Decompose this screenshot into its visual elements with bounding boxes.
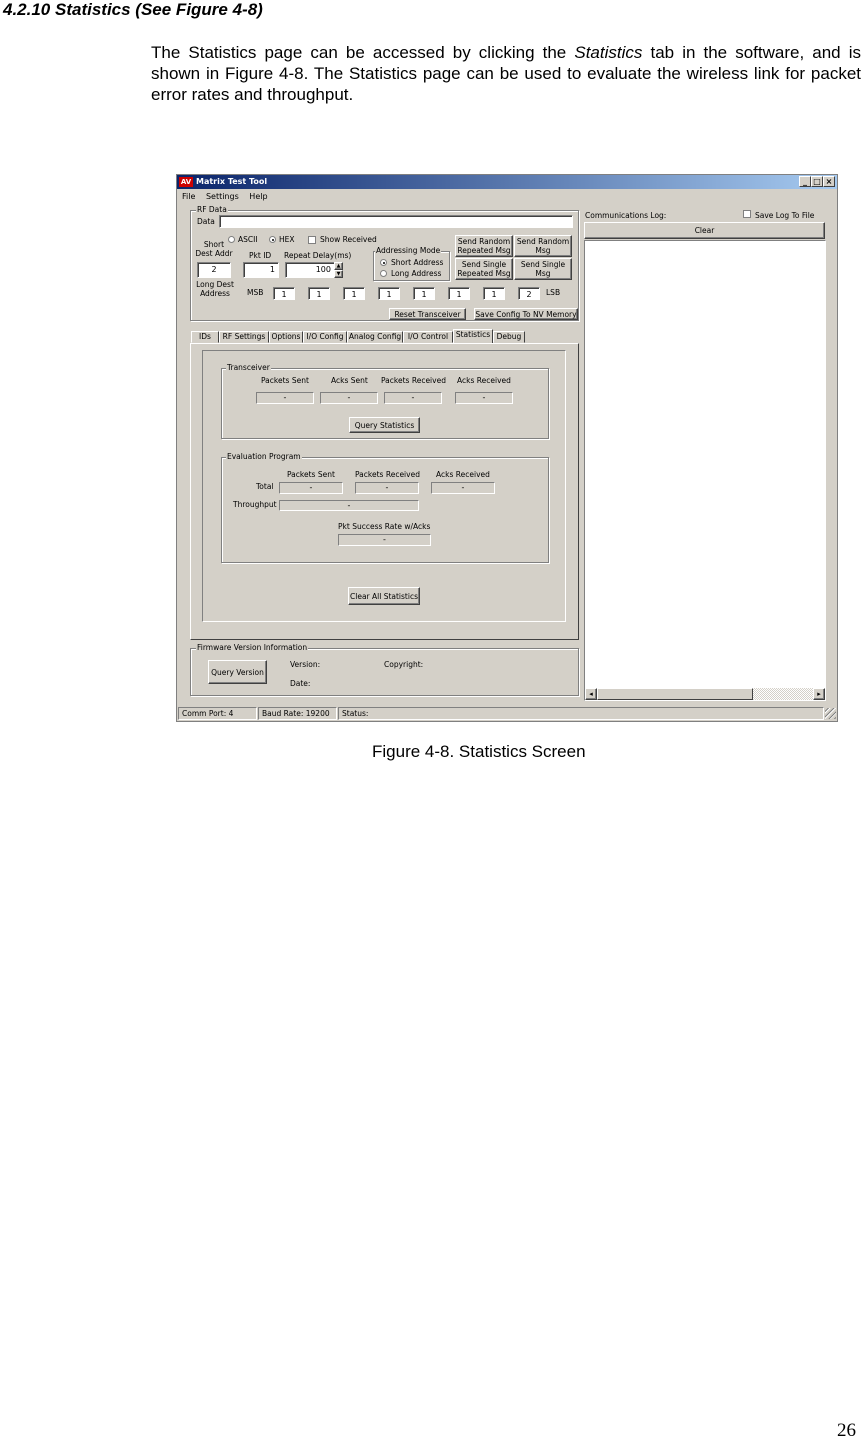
save-log-label: Save Log To File (755, 211, 815, 220)
show-received-label: Show Received (320, 235, 377, 244)
send-single-button[interactable]: Send Single Msg (514, 258, 572, 280)
tr-acks-received-header: Acks Received (457, 376, 511, 385)
menu-help[interactable]: Help (249, 192, 268, 201)
status-text: Status: (338, 707, 824, 720)
app-logo-icon: AV (180, 178, 192, 186)
clear-log-button[interactable]: Clear (584, 222, 825, 239)
repeat-delay-label: Repeat Delay(ms) (284, 251, 352, 260)
total-label: Total (256, 482, 274, 491)
tr-packets-sent-header: Packets Sent (261, 376, 309, 385)
comm-log-label: Communications Log: (585, 211, 667, 220)
minimize-button[interactable]: _ (799, 176, 811, 187)
throughput-value: - (279, 500, 419, 511)
section-paragraph (151, 42, 861, 105)
save-config-button[interactable]: Save Config To NV Memory (475, 309, 577, 319)
ev-packets-received-value: - (355, 482, 419, 494)
long-byte-5[interactable]: 1 (413, 287, 435, 300)
scroll-right-icon[interactable]: ▸ (813, 688, 825, 700)
repeat-delay-input[interactable]: 100 (285, 262, 335, 278)
send-single-repeated-button[interactable]: Send Single Repeated Msg (455, 258, 513, 280)
ev-packets-sent-value: - (279, 482, 343, 494)
status-baud-rate: Baud Rate: 19200 (258, 707, 337, 720)
clear-all-statistics-button[interactable]: Clear All Statistics (348, 587, 420, 605)
tab-debug[interactable]: Debug (493, 331, 525, 343)
version-label: Version: (290, 660, 321, 669)
tab-analog-config[interactable]: Analog Config (348, 332, 402, 341)
reset-transceiver-button[interactable]: Reset Transceiver (389, 308, 466, 320)
throughput-label: Throughput (233, 500, 277, 509)
lsb-label: LSB (546, 288, 561, 297)
save-log-checkbox[interactable] (743, 210, 751, 218)
window-title: Matrix Test Tool (196, 177, 268, 186)
paragraph-text-end: tab in the software, and is shown in Figure 4-8. The Statistics page can be used to evaluate the wireless link for packet error rates and throughput. (151, 43, 861, 104)
paragraph-text-start: The Statistics page can be accessed by clicking the (151, 43, 575, 62)
addressing-mode-label: Addressing Mode (376, 246, 441, 255)
tr-acks-received-value: - (455, 392, 513, 404)
evaluation-group-label: Evaluation Program (227, 452, 301, 461)
pkt-id-label: Pkt ID (249, 251, 272, 260)
tr-acks-sent-value: - (320, 392, 378, 404)
long-address-label: Long Address (391, 269, 442, 278)
scroll-thumb[interactable] (597, 688, 753, 700)
query-statistics-button[interactable]: Query Statistics (349, 417, 420, 433)
hex-radio[interactable] (269, 236, 276, 243)
short-dest-label: Short Dest Addr (195, 240, 233, 258)
ev-acks-received-value: - (431, 482, 495, 494)
long-byte-6[interactable]: 1 (448, 287, 470, 300)
close-button[interactable]: × (823, 176, 835, 187)
scroll-left-icon[interactable]: ◂ (585, 688, 597, 700)
maximize-button[interactable]: □ (811, 176, 823, 187)
hex-label: HEX (279, 235, 295, 244)
transceiver-group-label: Transceiver (227, 363, 270, 372)
tab-options[interactable]: Options (269, 331, 303, 343)
data-input[interactable] (219, 215, 573, 228)
tr-packets-received-value: - (384, 392, 442, 404)
send-random-repeated-button[interactable]: Send Random Repeated Msg (455, 235, 513, 257)
spin-down-button[interactable]: ▼ (334, 270, 343, 278)
menu-bar (182, 192, 276, 201)
ev-packets-sent-header: Packets Sent (287, 470, 335, 479)
spin-up-button[interactable]: ▲ (334, 262, 343, 270)
send-random-button[interactable]: Send Random Msg (514, 235, 572, 257)
menu-file[interactable]: File (182, 192, 196, 201)
title-bar (177, 175, 837, 189)
long-address-radio[interactable] (380, 270, 387, 277)
rf-data-group-label: RF Data (197, 205, 227, 214)
comm-log-area[interactable] (584, 240, 826, 701)
ev-acks-received-header: Acks Received (436, 470, 490, 479)
tab-statistics[interactable]: Statistics (453, 329, 493, 344)
app-window-screenshot (176, 174, 838, 722)
menu-settings[interactable]: Settings (205, 192, 239, 201)
figure-caption: Figure 4-8. Statistics Screen (372, 742, 586, 761)
data-label: Data (197, 217, 215, 226)
short-address-radio[interactable] (380, 259, 387, 266)
long-dest-label: Long Dest Address (196, 280, 234, 298)
pkt-id-input[interactable]: 1 (243, 262, 279, 278)
long-byte-4[interactable]: 1 (378, 287, 400, 300)
long-byte-1[interactable]: 1 (273, 287, 295, 300)
success-rate-value: - (338, 534, 431, 546)
tab-rf-settings[interactable]: RF Settings (219, 331, 269, 343)
page-number: 26 (837, 1420, 856, 1441)
long-byte-2[interactable]: 1 (308, 287, 330, 300)
tab-ids[interactable]: IDs (191, 331, 219, 343)
tab-io-control[interactable]: I/O Control (403, 331, 453, 343)
short-address-label: Short Address (391, 258, 444, 267)
ev-packets-received-header: Packets Received (355, 470, 420, 479)
paragraph-emphasis: Statistics (574, 43, 643, 62)
query-version-button[interactable]: Query Version (208, 660, 267, 684)
date-label: Date: (290, 679, 311, 688)
section-heading: 4.2.10 Statistics (See Figure 4-8) (3, 0, 263, 19)
ascii-label: ASCII (238, 235, 258, 244)
success-rate-label: Pkt Success Rate w/Acks (338, 522, 431, 531)
tr-packets-received-header: Packets Received (381, 376, 446, 385)
show-received-checkbox[interactable] (308, 236, 316, 244)
status-comm-port: Comm Port: 4 (178, 707, 257, 720)
short-dest-input[interactable]: 2 (197, 262, 231, 278)
tr-acks-sent-header: Acks Sent (331, 376, 368, 385)
msb-label: MSB (247, 288, 264, 297)
long-byte-3[interactable]: 1 (343, 287, 365, 300)
long-byte-7[interactable]: 1 (483, 287, 505, 300)
tab-io-config[interactable]: I/O Config (303, 331, 347, 343)
firmware-group-label: Firmware Version Information (197, 643, 308, 652)
tr-packets-sent-value: - (256, 392, 314, 404)
resize-grip-icon[interactable] (825, 708, 836, 719)
copyright-label: Copyright: (384, 660, 424, 669)
long-byte-8[interactable]: 2 (518, 287, 540, 300)
